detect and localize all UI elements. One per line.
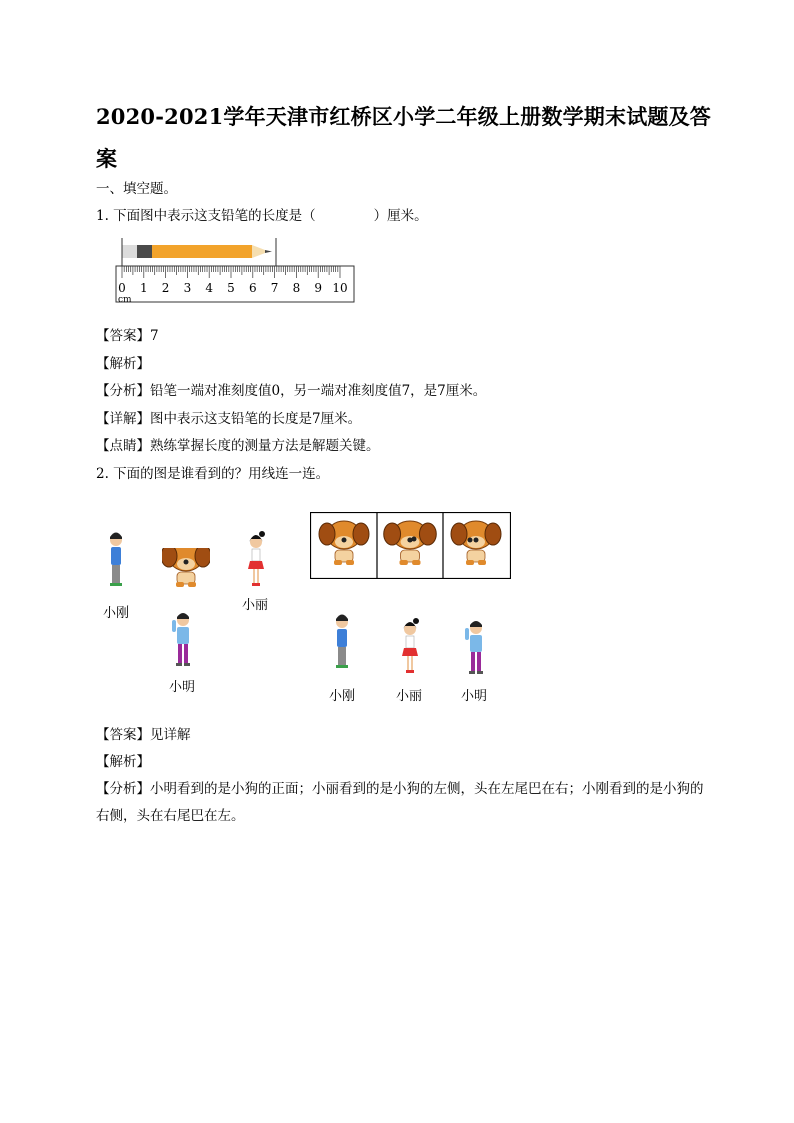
pencil-ruler-figure [112, 238, 358, 306]
ruler-unit: cm [118, 295, 132, 305]
section-heading: 一、填空题。 [96, 181, 177, 197]
label-xiaoli-right: 小丽 [395, 689, 422, 704]
pencil-eraser [122, 245, 137, 258]
pencil [122, 245, 272, 258]
ruler-tick-label: 6 [248, 281, 257, 295]
answer-tag: 【答案】 [96, 727, 150, 743]
q1-answer [96, 327, 159, 345]
ruler-tick-label: 3 [183, 281, 192, 295]
dog-center [162, 548, 210, 588]
pencil-lead [265, 250, 272, 253]
q1-fenxi [96, 382, 486, 400]
figure-xiaoli-right [394, 615, 426, 677]
dianjing-text: 熟练掌握长度的测量方法是解题关键。 [150, 438, 380, 454]
pencil-body [152, 245, 252, 258]
label-xiaogang-left: 小刚 [102, 606, 129, 621]
ruler-tick-label: 7 [270, 281, 279, 295]
ruler-tick-label: 9 [314, 281, 323, 295]
page-title: 2020-2021学年天津市红桥区小学二年级上册数学期末试题及答案 [96, 104, 712, 171]
xiangjie-tag: 【详解】 [96, 411, 150, 427]
ruler-tick-label: 2 [161, 281, 170, 295]
answer-tag: 【答案】 [96, 328, 150, 344]
ruler-tick-label: 1 [139, 281, 148, 295]
q1-dianjing [96, 437, 380, 455]
answer-value: 7 [150, 328, 159, 344]
label-xiaoming-left: 小明 [168, 680, 195, 695]
view-panels [310, 512, 511, 579]
q1-analysis-heading: 【解析】 [96, 356, 150, 372]
label-xiaoli-left: 小丽 [241, 598, 268, 613]
fenxi-text: 铅笔一端对准刻度值0，另一端对准刻度值7，是7厘米。 [150, 383, 487, 399]
fenxi-text: 小明看到的是小狗的正面；小丽看到的是小狗的左侧，头在左尾巴在右；小刚看到的是小狗的右侧，头在右尾巴在左。 [96, 781, 704, 824]
question-2-stem: 2. 下面的图是谁看到的？用线连一连。 [96, 466, 330, 482]
ruler-tick-label: 5 [227, 281, 235, 295]
dianjing-tag: 【点睛】 [96, 438, 150, 454]
ruler-tick-label: 10 [332, 281, 348, 295]
question-1-stem-suffix: ）厘米。 [373, 208, 428, 224]
figure-xiaoming-right [459, 610, 493, 680]
answer-value: 见详解 [150, 727, 191, 743]
ruler-tick-label: 0 [118, 281, 126, 295]
figure-xiaoli-left [240, 528, 272, 590]
q2-answer [96, 726, 191, 744]
question-1-stem-prefix: 1. 下面图中表示这支铅笔的长度是（ [96, 208, 316, 224]
fenxi-tag: 【分析】 [96, 383, 150, 399]
xiangjie-text: 图中表示这支铅笔的长度是7厘米。 [150, 411, 362, 427]
ruler-tick-label: 4 [205, 281, 214, 295]
figure-xiaoming-left [166, 602, 200, 674]
pencil-ferrule [137, 245, 152, 258]
question-1-stem [96, 207, 428, 225]
figure-xiaogang-right [326, 610, 358, 672]
q2-analysis-heading: 【解析】 [96, 754, 150, 770]
ruler-tick-label: 8 [292, 281, 301, 295]
fenxi-tag: 【分析】 [96, 781, 150, 797]
label-xiaoming-right: 小明 [460, 689, 487, 704]
figure-xiaogang-left [100, 528, 132, 590]
q1-xiangjie [96, 410, 361, 428]
label-xiaogang-right: 小刚 [328, 689, 355, 704]
q2-fenxi [96, 776, 706, 830]
